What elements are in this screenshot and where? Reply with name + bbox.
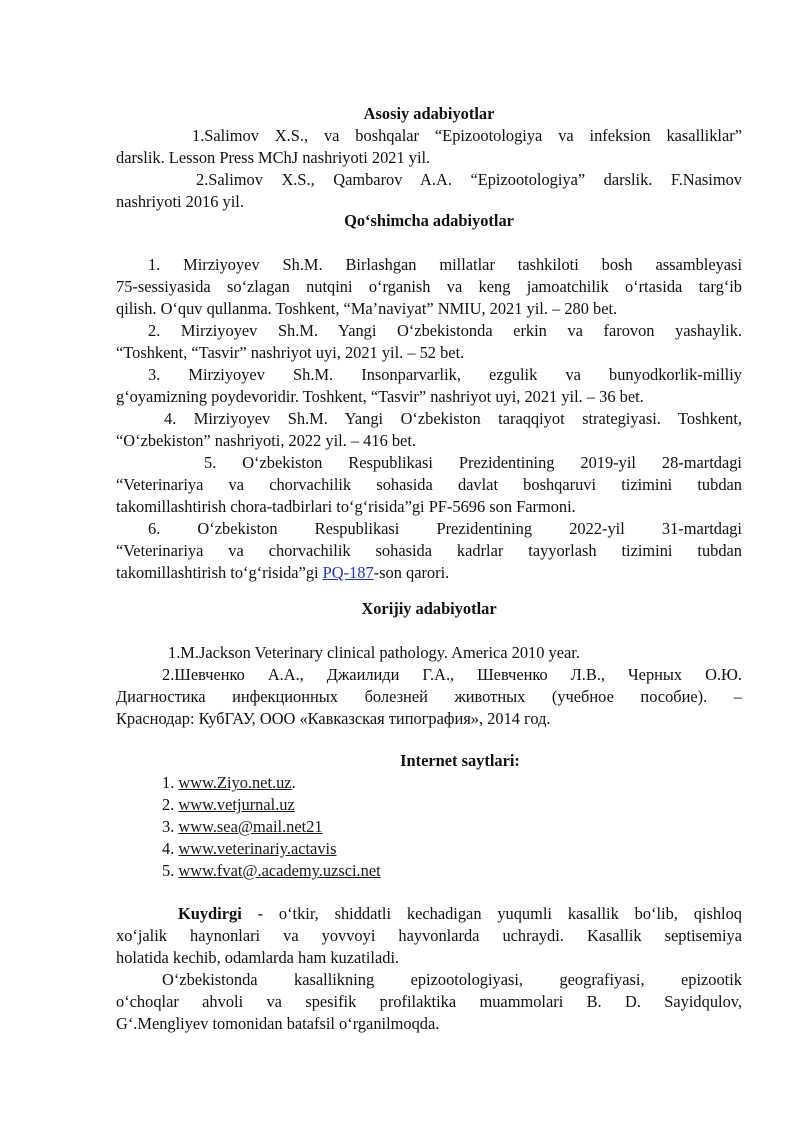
foreign-literature-item-2 xyxy=(116,664,742,730)
term-kuydirgi: Kuydirgi xyxy=(178,904,242,923)
item-line: 1. Mirziyoyev Sh.M. Birlashgan millatlar tashkiloti bosh assambleyasi xyxy=(148,255,742,274)
extra-literature-item-4 xyxy=(116,408,742,452)
list-item xyxy=(162,772,562,794)
list-number: 2. xyxy=(162,795,179,814)
item-line: 2.Шевченко А.А., Джаилиди Г.А., Шевченко Л.В., Черных О.Ю. xyxy=(162,665,742,684)
item-line: darslik. Lesson Press MChJ nashriyoti 2021 yil. xyxy=(116,148,431,167)
epizootology-paragraph xyxy=(116,969,742,1035)
item-line: 3. Mirziyoyev Sh.M. Insonparvarlik, ezgulik va bunyodkorlik-milliy xyxy=(148,365,742,384)
extra-literature-item-2 xyxy=(116,320,742,364)
paragraph-line: oʻchoqlar ahvoli va spesifik profilaktika muammolari B. D. Sayidqulov, xyxy=(116,992,742,1011)
item-line: Диагностика инфекционных болезней животных (учебное пособие). – xyxy=(116,687,742,706)
item-line: takomillashtirish chora-tadbirlari toʻgʻrisida”gi PF-5696 son Farmoni. xyxy=(116,497,576,516)
main-literature-item-2 xyxy=(116,169,742,213)
internet-sites-heading: Internet saytlari: xyxy=(400,751,520,770)
item-line: “Toshkent, “Tasvir” nashriyot uyi, 2021 yil. – 52 bet. xyxy=(116,343,465,362)
list-suffix: . xyxy=(291,773,296,792)
extra-literature-heading: Qoʻshimcha adabiyotlar xyxy=(344,211,514,230)
foreign-literature-heading: Xorijiy adabiyotlar xyxy=(361,599,497,618)
item-line: “Veterinariya va chorvachilik sohasida davlat boshqaruvi tizimini tubdan xyxy=(116,475,742,494)
extra-literature-item-1 xyxy=(116,254,742,320)
item-line: 1.M.Jackson Veterinary clinical pathology. America 2010 year. xyxy=(168,643,580,662)
item-line: gʻoyamizning poydevoridir. Toshkent, “Tasvir” nashriyot uyi, 2021 yil. – 36 bet. xyxy=(116,387,644,406)
main-literature-item-1 xyxy=(116,125,742,169)
main-literature-heading: Asosiy adabiyotlar xyxy=(363,104,495,123)
item-line: 2. Mirziyoyev Sh.M. Yangi Oʻzbekistonda erkin va farovon yashaylik. xyxy=(148,321,742,340)
list-item xyxy=(162,838,562,860)
paragraph-text: - oʻtkir, shiddatli kechadigan yuqumli kasallik boʻlib, qishloq xyxy=(241,904,742,923)
item-text: -son qarori. xyxy=(373,563,450,582)
internet-sites-list xyxy=(162,772,562,882)
kuydirgi-paragraph xyxy=(116,903,742,969)
decree-link[interactable]: PQ-187 xyxy=(322,563,374,582)
extra-literature-item-6 xyxy=(116,518,742,584)
item-line: Краснодар: КубГАУ, ООО «Кавказская типография», 2014 год. xyxy=(116,709,551,728)
extra-literature-item-5 xyxy=(116,452,742,518)
paragraph-line: Oʻzbekistonda kasallikning epizootologiyasi, geografiyasi, epizootik xyxy=(162,970,742,989)
item-line: 1.Salimov X.S., va boshqalar “Epizootologiya va infeksion kasalliklar” xyxy=(192,126,742,145)
paragraph-line: holatida kechib, odamlarda ham kuzatiladi. xyxy=(116,948,400,967)
item-text: takomillashtirish toʻgʻrisida”gi xyxy=(116,563,323,582)
item-line: 75-sessiyasida soʻzlagan nutqini oʻrganish va keng jamoatchilik oʻrtasida targʻib xyxy=(116,277,742,296)
list-item xyxy=(162,860,562,882)
paragraph-line: xoʻjalik haynonlari va yovvoyi hayvonlarda uchraydi. Kasallik septisemiya xyxy=(116,926,742,945)
item-line: nashriyoti 2016 yil. xyxy=(116,192,244,211)
extra-literature-item-3 xyxy=(116,364,742,408)
item-line xyxy=(116,562,742,584)
site-link[interactable]: www.veterinariy.actavis xyxy=(178,839,337,858)
list-number: 3. xyxy=(162,817,179,836)
item-line: 2.Salimov X.S., Qambarov A.A. “Epizootologiya” darslik. F.Nasimov xyxy=(196,170,742,189)
foreign-literature-item-1 xyxy=(116,642,742,664)
site-link[interactable]: www.Ziyo.net.uz xyxy=(178,773,292,792)
site-link[interactable]: www.vetjurnal.uz xyxy=(178,795,295,814)
item-line: “Oʻzbekiston” nashriyoti, 2022 yil. – 416 bet. xyxy=(116,431,416,450)
item-line: 4. Mirziyoyev Sh.M. Yangi Oʻzbekiston taraqqiyot strategiyasi. Toshkent, xyxy=(164,409,742,428)
item-line: “Veterinariya va chorvachilik sohasida kadrlar tayyorlash tizimini tubdan xyxy=(116,541,742,560)
item-line: qilish. Oʻquv qullanma. Toshkent, “Ma’naviyat” NMIU, 2021 yil. – 280 bet. xyxy=(116,299,618,318)
paragraph-line xyxy=(116,903,742,925)
list-item xyxy=(162,794,562,816)
list-number: 4. xyxy=(162,839,179,858)
item-line: 6. Oʻzbekiston Respublikasi Prezidentining 2022-yil 31-martdagi xyxy=(148,519,742,538)
site-link[interactable]: www.fvat@.academy.uzsci.net xyxy=(178,861,381,880)
item-line: 5. Oʻzbekiston Respublikasi Prezidentining 2019-yil 28-martdagi xyxy=(204,453,742,472)
paragraph-line: Gʻ.Mengliyev tomonidan batafsil oʻrganilmoqda. xyxy=(116,1014,440,1033)
list-number: 5. xyxy=(162,861,179,880)
site-link[interactable]: www.sea@mail.net21 xyxy=(178,817,323,836)
list-item xyxy=(162,816,562,838)
list-number: 1. xyxy=(162,773,179,792)
